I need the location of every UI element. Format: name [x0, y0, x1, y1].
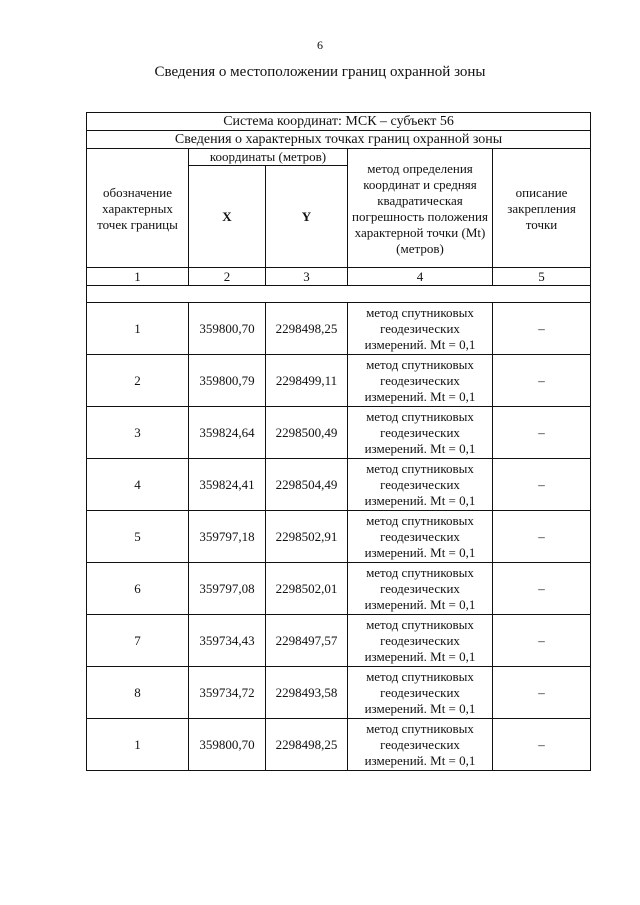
y-cell: 2298502,01: [266, 563, 348, 615]
document-title: Сведения о местоположении границ охранной зоны: [154, 64, 486, 80]
method-cell: метод спутниковых геодезических измерений. Mt = 0,1: [348, 511, 493, 563]
table-row: [87, 667, 591, 719]
description-cell: –: [493, 719, 591, 771]
coordinate-system-row: [87, 113, 591, 131]
method-cell: метод спутниковых геодезических измерений. Mt = 0,1: [348, 719, 493, 771]
y-cell: 2298498,25: [266, 719, 348, 771]
description-cell: –: [493, 667, 591, 719]
x-cell: 359800,70: [189, 303, 266, 355]
table-row: [87, 355, 591, 407]
header-row: [87, 149, 591, 166]
empty-cell: [87, 286, 591, 303]
column-number: 2: [189, 268, 266, 286]
x-cell: 359797,08: [189, 563, 266, 615]
header-x: X: [189, 166, 266, 268]
point-cell: 4: [87, 459, 189, 511]
description-cell: –: [493, 615, 591, 667]
description-cell: –: [493, 355, 591, 407]
table-row: [87, 719, 591, 771]
column-number: 5: [493, 268, 591, 286]
y-cell: 2298497,57: [266, 615, 348, 667]
table-row: [87, 303, 591, 355]
x-cell: 359824,41: [189, 459, 266, 511]
column-number: 3: [266, 268, 348, 286]
description-cell: –: [493, 511, 591, 563]
table-row: [87, 563, 591, 615]
y-cell: 2298504,49: [266, 459, 348, 511]
point-cell: 5: [87, 511, 189, 563]
header-y: Y: [266, 166, 348, 268]
header-designation: обозначение характерных точек границы: [87, 149, 189, 268]
point-cell: 8: [87, 667, 189, 719]
point-cell: 3: [87, 407, 189, 459]
x-cell: 359800,70: [189, 719, 266, 771]
table-row: [87, 511, 591, 563]
y-cell: 2298499,11: [266, 355, 348, 407]
coordinate-system-cell: Система координат: МСК – субъект 56: [87, 113, 591, 131]
x-cell: 359734,72: [189, 667, 266, 719]
point-cell: 2: [87, 355, 189, 407]
page-number: 6: [317, 38, 323, 52]
description-cell: –: [493, 563, 591, 615]
description-cell: –: [493, 407, 591, 459]
method-cell: метод спутниковых геодезических измерений. Mt = 0,1: [348, 667, 493, 719]
description-cell: –: [493, 459, 591, 511]
method-cell: метод спутниковых геодезических измерений. Mt = 0,1: [348, 563, 493, 615]
coordinates-table: [86, 112, 591, 771]
method-cell: метод спутниковых геодезических измерений. Mt = 0,1: [348, 355, 493, 407]
method-cell: метод спутниковых геодезических измерений. Mt = 0,1: [348, 303, 493, 355]
column-number: 1: [87, 268, 189, 286]
header-coordinates: координаты (метров): [189, 149, 348, 166]
characteristic-points-row: [87, 131, 591, 149]
method-cell: метод спутниковых геодезических измерений. Mt = 0,1: [348, 615, 493, 667]
y-cell: 2298493,58: [266, 667, 348, 719]
y-cell: 2298502,91: [266, 511, 348, 563]
point-cell: 6: [87, 563, 189, 615]
y-cell: 2298498,25: [266, 303, 348, 355]
y-cell: 2298500,49: [266, 407, 348, 459]
table-row: [87, 407, 591, 459]
empty-row: [87, 286, 591, 303]
characteristic-points-cell: Сведения о характерных точках границ охранной зоны: [87, 131, 591, 149]
method-cell: метод спутниковых геодезических измерений. Mt = 0,1: [348, 407, 493, 459]
point-cell: 7: [87, 615, 189, 667]
point-cell: 1: [87, 719, 189, 771]
column-numbers-row: [87, 268, 591, 286]
column-number: 4: [348, 268, 493, 286]
description-cell: –: [493, 303, 591, 355]
x-cell: 359800,79: [189, 355, 266, 407]
method-cell: метод спутниковых геодезических измерений. Mt = 0,1: [348, 459, 493, 511]
x-cell: 359824,64: [189, 407, 266, 459]
x-cell: 359734,43: [189, 615, 266, 667]
x-cell: 359797,18: [189, 511, 266, 563]
table-row: [87, 459, 591, 511]
header-method: метод определения координат и средняя квадратическая погрешность положения характерной точки (Mt) (метров): [348, 149, 493, 268]
table-row: [87, 615, 591, 667]
header-description: описание закрепления точки: [493, 149, 591, 268]
point-cell: 1: [87, 303, 189, 355]
